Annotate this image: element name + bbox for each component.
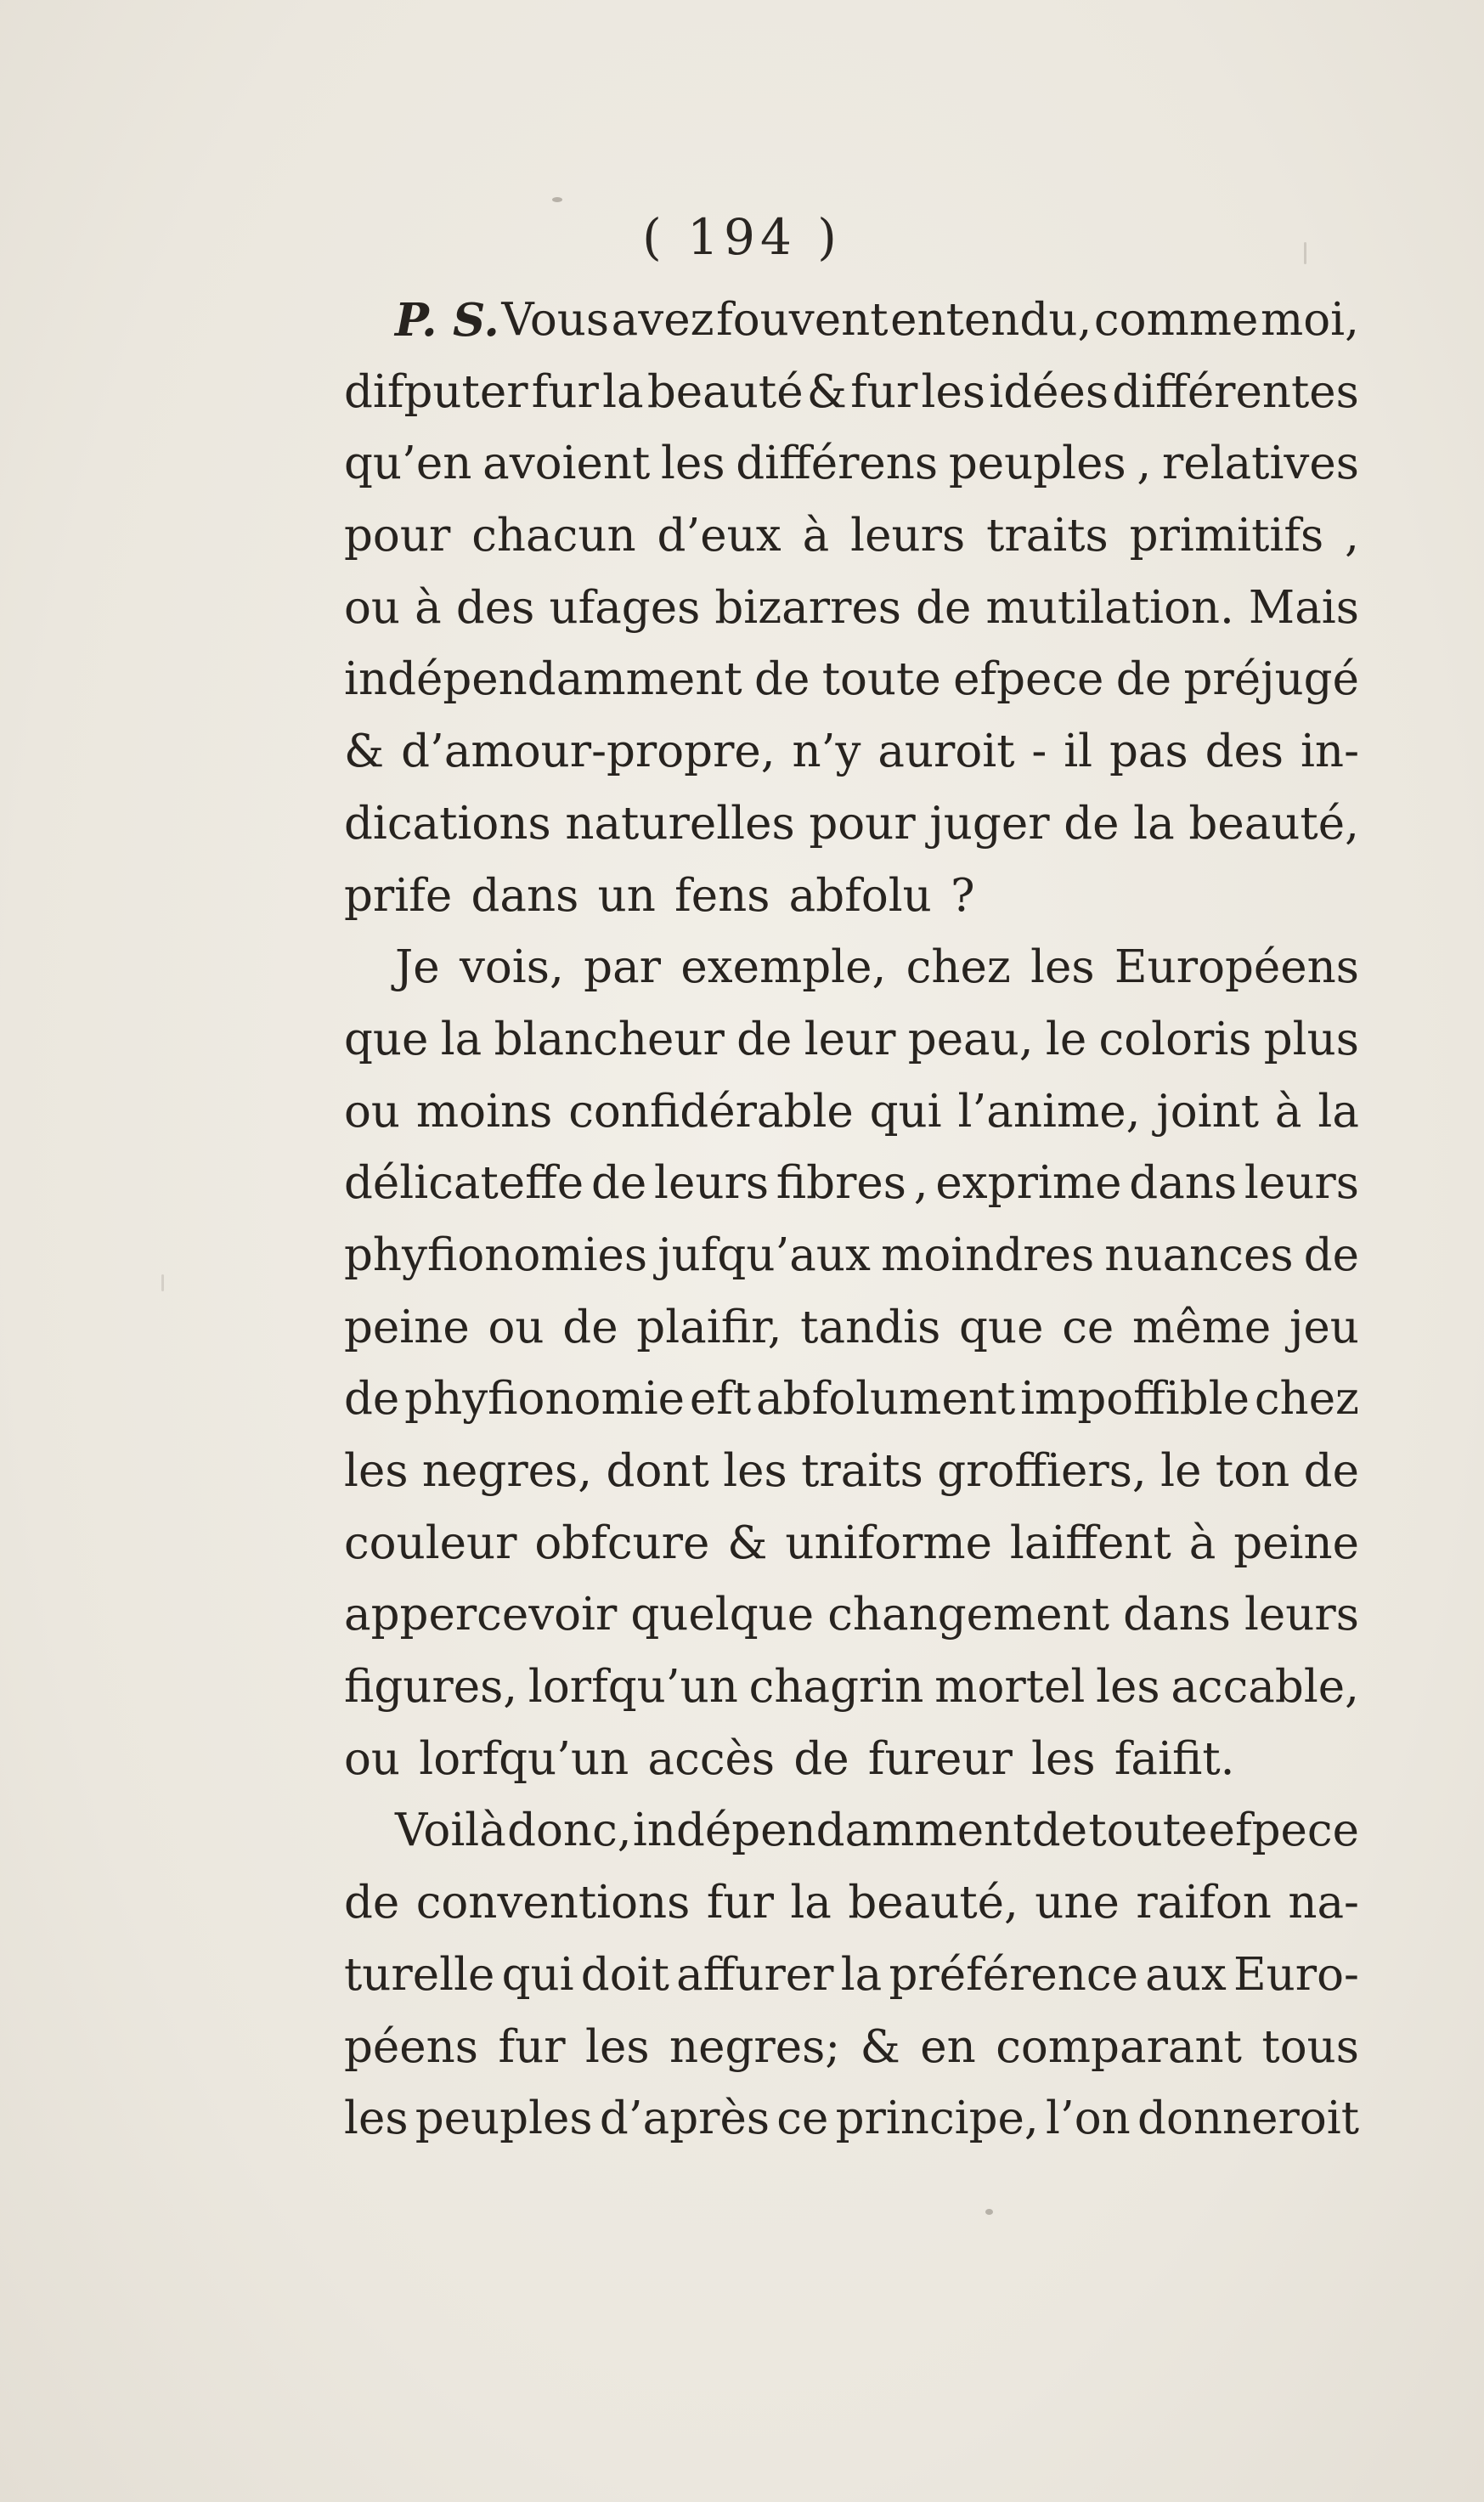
- word: Euro-: [1233, 1948, 1359, 2001]
- text-line: [344, 1076, 1359, 1149]
- word: chacun: [471, 510, 636, 562]
- word: -: [1031, 726, 1047, 778]
- word: mutilation.: [985, 581, 1234, 634]
- word: traits: [986, 510, 1109, 562]
- page-number: ( 194 ): [642, 208, 842, 266]
- text-line: [344, 1220, 1359, 1292]
- word: de: [344, 1877, 400, 1929]
- word: fur: [706, 1877, 774, 1929]
- word: vois,: [459, 941, 564, 994]
- word: appercevoir: [344, 1589, 618, 1641]
- word: relatives: [1161, 438, 1359, 490]
- word: les: [1096, 1661, 1160, 1714]
- word: indépendamment: [632, 1804, 1031, 1857]
- text-line: [344, 1364, 1359, 1436]
- text-line: [344, 285, 1359, 357]
- word: blancheur: [494, 1013, 725, 1065]
- text-line: [344, 1148, 1359, 1220]
- word: pour: [809, 797, 916, 850]
- word: tous: [1261, 2020, 1359, 2073]
- word: que: [959, 1301, 1044, 1353]
- word: figures,: [344, 1661, 518, 1714]
- word: &: [344, 726, 385, 778]
- word: nuances: [1104, 1228, 1294, 1281]
- word: ton: [1215, 1445, 1290, 1497]
- word: doit: [580, 1948, 669, 2001]
- word: efpece: [953, 653, 1104, 706]
- word: l’on: [1045, 2093, 1131, 2145]
- word: la: [1318, 1085, 1359, 1138]
- word: péens: [344, 2020, 478, 2073]
- word: difputer: [344, 365, 528, 418]
- text-line: [344, 1004, 1359, 1076]
- text-line: [344, 2083, 1359, 2155]
- word: ce: [776, 2093, 829, 2145]
- text-line: [344, 428, 1359, 500]
- text-line: [344, 1652, 1359, 1724]
- word: la: [440, 1013, 482, 1065]
- word: que: [344, 1013, 429, 1065]
- text-line: [344, 573, 1359, 645]
- word: peau,: [907, 1013, 1034, 1065]
- text-line: [344, 1579, 1359, 1652]
- word: comme: [1093, 294, 1259, 346]
- word: impoffible: [1020, 1373, 1250, 1426]
- word: différentes: [1112, 365, 1359, 418]
- word: confidérable: [568, 1085, 854, 1138]
- word: de: [1303, 1445, 1359, 1497]
- text-line: [344, 644, 1359, 716]
- word: Mais: [1248, 581, 1359, 634]
- word: naturelles: [565, 797, 795, 850]
- word: il: [1064, 726, 1093, 778]
- word: toute: [1088, 1804, 1208, 1857]
- word: ,: [1137, 438, 1152, 490]
- word: moindres: [881, 1228, 1095, 1281]
- word: indépendamment: [344, 653, 742, 706]
- text-line: [344, 1867, 1359, 1940]
- word: les: [723, 1445, 787, 1497]
- word: faifit.: [1114, 1732, 1235, 1785]
- word: eft: [689, 1373, 752, 1426]
- word: lorfqu’un: [419, 1732, 629, 1785]
- word: conventions: [415, 1877, 691, 1929]
- word: qu’en: [344, 438, 472, 490]
- word: ce: [1062, 1301, 1114, 1353]
- word: les: [661, 438, 725, 490]
- word: de: [1303, 1228, 1359, 1281]
- word: Je: [395, 941, 440, 994]
- word: n’y: [792, 726, 861, 778]
- word: uniforme: [785, 1516, 993, 1569]
- word: prife: [344, 869, 453, 922]
- text-line: [344, 357, 1359, 429]
- word: dans: [1129, 1157, 1238, 1210]
- word: phyfionomie: [404, 1373, 686, 1426]
- ps-label: P. S.: [395, 294, 499, 347]
- word: accès: [647, 1732, 776, 1785]
- text-line: [344, 1795, 1359, 1867]
- word: chez: [1254, 1373, 1359, 1426]
- word: obfcure: [534, 1516, 710, 1569]
- paper-speck: [985, 2209, 993, 2215]
- word: exemple,: [680, 941, 887, 994]
- word: d’après: [599, 2093, 770, 2145]
- text-line: [344, 861, 1359, 933]
- word: negres;: [669, 2020, 841, 2073]
- word: idées: [989, 365, 1109, 418]
- text-line: [344, 1508, 1359, 1580]
- word: lorfqu’un: [528, 1661, 738, 1714]
- word: avez: [611, 294, 714, 346]
- word: qui: [501, 1948, 574, 2001]
- text-line: [344, 716, 1359, 788]
- word: des: [455, 581, 535, 634]
- word: auroit: [877, 726, 1015, 778]
- word: à: [415, 581, 442, 634]
- paper-speck: [552, 197, 562, 202]
- word: pas: [1109, 726, 1188, 778]
- word: la: [1133, 797, 1175, 850]
- word: fur: [498, 2020, 566, 2073]
- word: le: [1045, 1013, 1087, 1065]
- word: de: [793, 1732, 849, 1785]
- word: à: [1188, 1516, 1216, 1569]
- word: un: [597, 869, 656, 922]
- word: laiffent: [1009, 1516, 1171, 1569]
- word: de: [736, 1013, 793, 1065]
- word: leurs: [654, 1157, 770, 1210]
- word: in-: [1300, 726, 1359, 778]
- word: dans: [1123, 1589, 1231, 1641]
- word: leur: [804, 1013, 896, 1065]
- word: jufqu’aux: [657, 1228, 871, 1281]
- text-line: [344, 932, 1359, 1004]
- word: les: [1031, 1732, 1096, 1785]
- word: &: [860, 2020, 900, 2073]
- word: ?: [951, 869, 975, 922]
- word: abfolument: [756, 1373, 1016, 1426]
- word: dont: [606, 1445, 709, 1497]
- word: à: [1274, 1085, 1302, 1138]
- word: mortel: [934, 1661, 1086, 1714]
- word: efpece: [1208, 1804, 1359, 1857]
- word: traits: [801, 1445, 923, 1497]
- text-line: [344, 2012, 1359, 2084]
- word: &: [806, 365, 847, 418]
- word: en: [920, 2020, 976, 2073]
- word: une: [1035, 1877, 1120, 1929]
- word: donc,: [507, 1804, 632, 1857]
- word: fureur: [867, 1732, 1013, 1785]
- word: les: [344, 1445, 409, 1497]
- word: fouvent: [716, 294, 889, 346]
- text-line: [344, 1292, 1359, 1364]
- word: dications: [344, 797, 551, 850]
- word: comparant: [996, 2020, 1242, 2073]
- text-line: [344, 1940, 1359, 2012]
- word: na-: [1288, 1877, 1359, 1929]
- word: par: [584, 941, 662, 994]
- word: ,: [913, 1157, 928, 1210]
- word: d’amour-propre,: [401, 726, 776, 778]
- word: le: [1160, 1445, 1202, 1497]
- word: fur: [850, 365, 918, 418]
- word: donneroit: [1137, 2093, 1359, 2145]
- word: entendu,: [890, 294, 1092, 346]
- word: principe,: [835, 2093, 1039, 2145]
- word: raifon: [1136, 1877, 1272, 1929]
- word: peine: [1233, 1516, 1359, 1569]
- word: couleur: [344, 1516, 517, 1569]
- word: turelle: [344, 1948, 495, 2001]
- word: les: [1030, 941, 1095, 994]
- word: ,: [1345, 510, 1359, 562]
- word: beauté,: [848, 1877, 1018, 1929]
- word: différens: [736, 438, 939, 490]
- word: préjugé: [1183, 653, 1359, 706]
- word: affurer: [676, 1948, 834, 2001]
- paper-speck: [1304, 242, 1306, 264]
- word: la: [840, 1948, 883, 2001]
- word: leurs: [850, 510, 966, 562]
- word: les: [921, 365, 986, 418]
- word: la: [790, 1877, 832, 1929]
- word: préférence: [889, 1948, 1138, 2001]
- word: des: [1205, 726, 1284, 778]
- word: beauté: [646, 365, 804, 418]
- word: abfolu: [788, 869, 932, 922]
- word: plus: [1263, 1013, 1359, 1065]
- word: la: [602, 365, 644, 418]
- word: avoient: [482, 438, 651, 490]
- word: même: [1131, 1301, 1272, 1353]
- word: de: [590, 1157, 647, 1210]
- word: ou: [344, 581, 401, 634]
- word: Vous: [501, 294, 610, 346]
- word: peuples: [415, 2093, 593, 2145]
- word: ou: [344, 1085, 401, 1138]
- word: ou: [488, 1301, 545, 1353]
- word: leurs: [1244, 1157, 1359, 1210]
- word: de: [344, 1373, 400, 1426]
- word: fens: [674, 869, 770, 922]
- word: chagrin: [748, 1661, 924, 1714]
- word: de: [562, 1301, 618, 1353]
- word: ufages: [549, 581, 701, 634]
- word: pour: [344, 510, 451, 562]
- word: tandis: [800, 1301, 941, 1353]
- word: changement: [827, 1589, 1110, 1641]
- word: l’anime,: [957, 1085, 1141, 1138]
- word: &: [727, 1516, 768, 1569]
- text-line: [344, 1436, 1359, 1508]
- word: peuples: [948, 438, 1126, 490]
- word: moi,: [1261, 294, 1359, 346]
- paper-speck: [161, 1274, 164, 1291]
- word: phyfionomies: [344, 1228, 648, 1281]
- word: de: [1115, 653, 1172, 706]
- word: primitifs: [1129, 510, 1324, 562]
- word: les: [585, 2020, 650, 2073]
- word: à: [802, 510, 830, 562]
- word: de: [754, 653, 810, 706]
- word: moins: [415, 1085, 553, 1138]
- word: de: [916, 581, 972, 634]
- text-line: [344, 788, 1359, 861]
- word: leurs: [1244, 1589, 1359, 1641]
- word: qui: [869, 1085, 942, 1138]
- word: jeu: [1289, 1301, 1359, 1353]
- word: accable,: [1171, 1661, 1359, 1714]
- word: peine: [344, 1301, 470, 1353]
- word: coloris: [1098, 1013, 1252, 1065]
- word: fibres: [776, 1157, 906, 1210]
- word: juger: [929, 797, 1050, 850]
- word: dans: [471, 869, 579, 922]
- word: fur: [531, 365, 599, 418]
- word: exprime: [935, 1157, 1122, 1210]
- word: Voilà: [395, 1804, 506, 1857]
- word: d’eux: [657, 510, 781, 562]
- text-line: [344, 1724, 1359, 1796]
- word: quelque: [630, 1589, 815, 1641]
- word: de: [1064, 797, 1120, 850]
- word: beauté,: [1188, 797, 1359, 850]
- word: les: [344, 2093, 409, 2145]
- word: chez: [906, 941, 1011, 994]
- word: délicateffe: [344, 1157, 584, 1210]
- word: ou: [344, 1732, 401, 1785]
- word: aux: [1145, 1948, 1227, 2001]
- text-line: [344, 500, 1359, 573]
- word: negres,: [421, 1445, 593, 1497]
- word: Européens: [1114, 941, 1359, 994]
- word: de: [1031, 1804, 1088, 1857]
- word: bizarres: [714, 581, 902, 634]
- word: toute: [821, 653, 941, 706]
- word: joint: [1156, 1085, 1260, 1138]
- word: plaifir,: [636, 1301, 782, 1353]
- body-text: [344, 285, 1359, 2155]
- word: groffiers,: [937, 1445, 1147, 1497]
